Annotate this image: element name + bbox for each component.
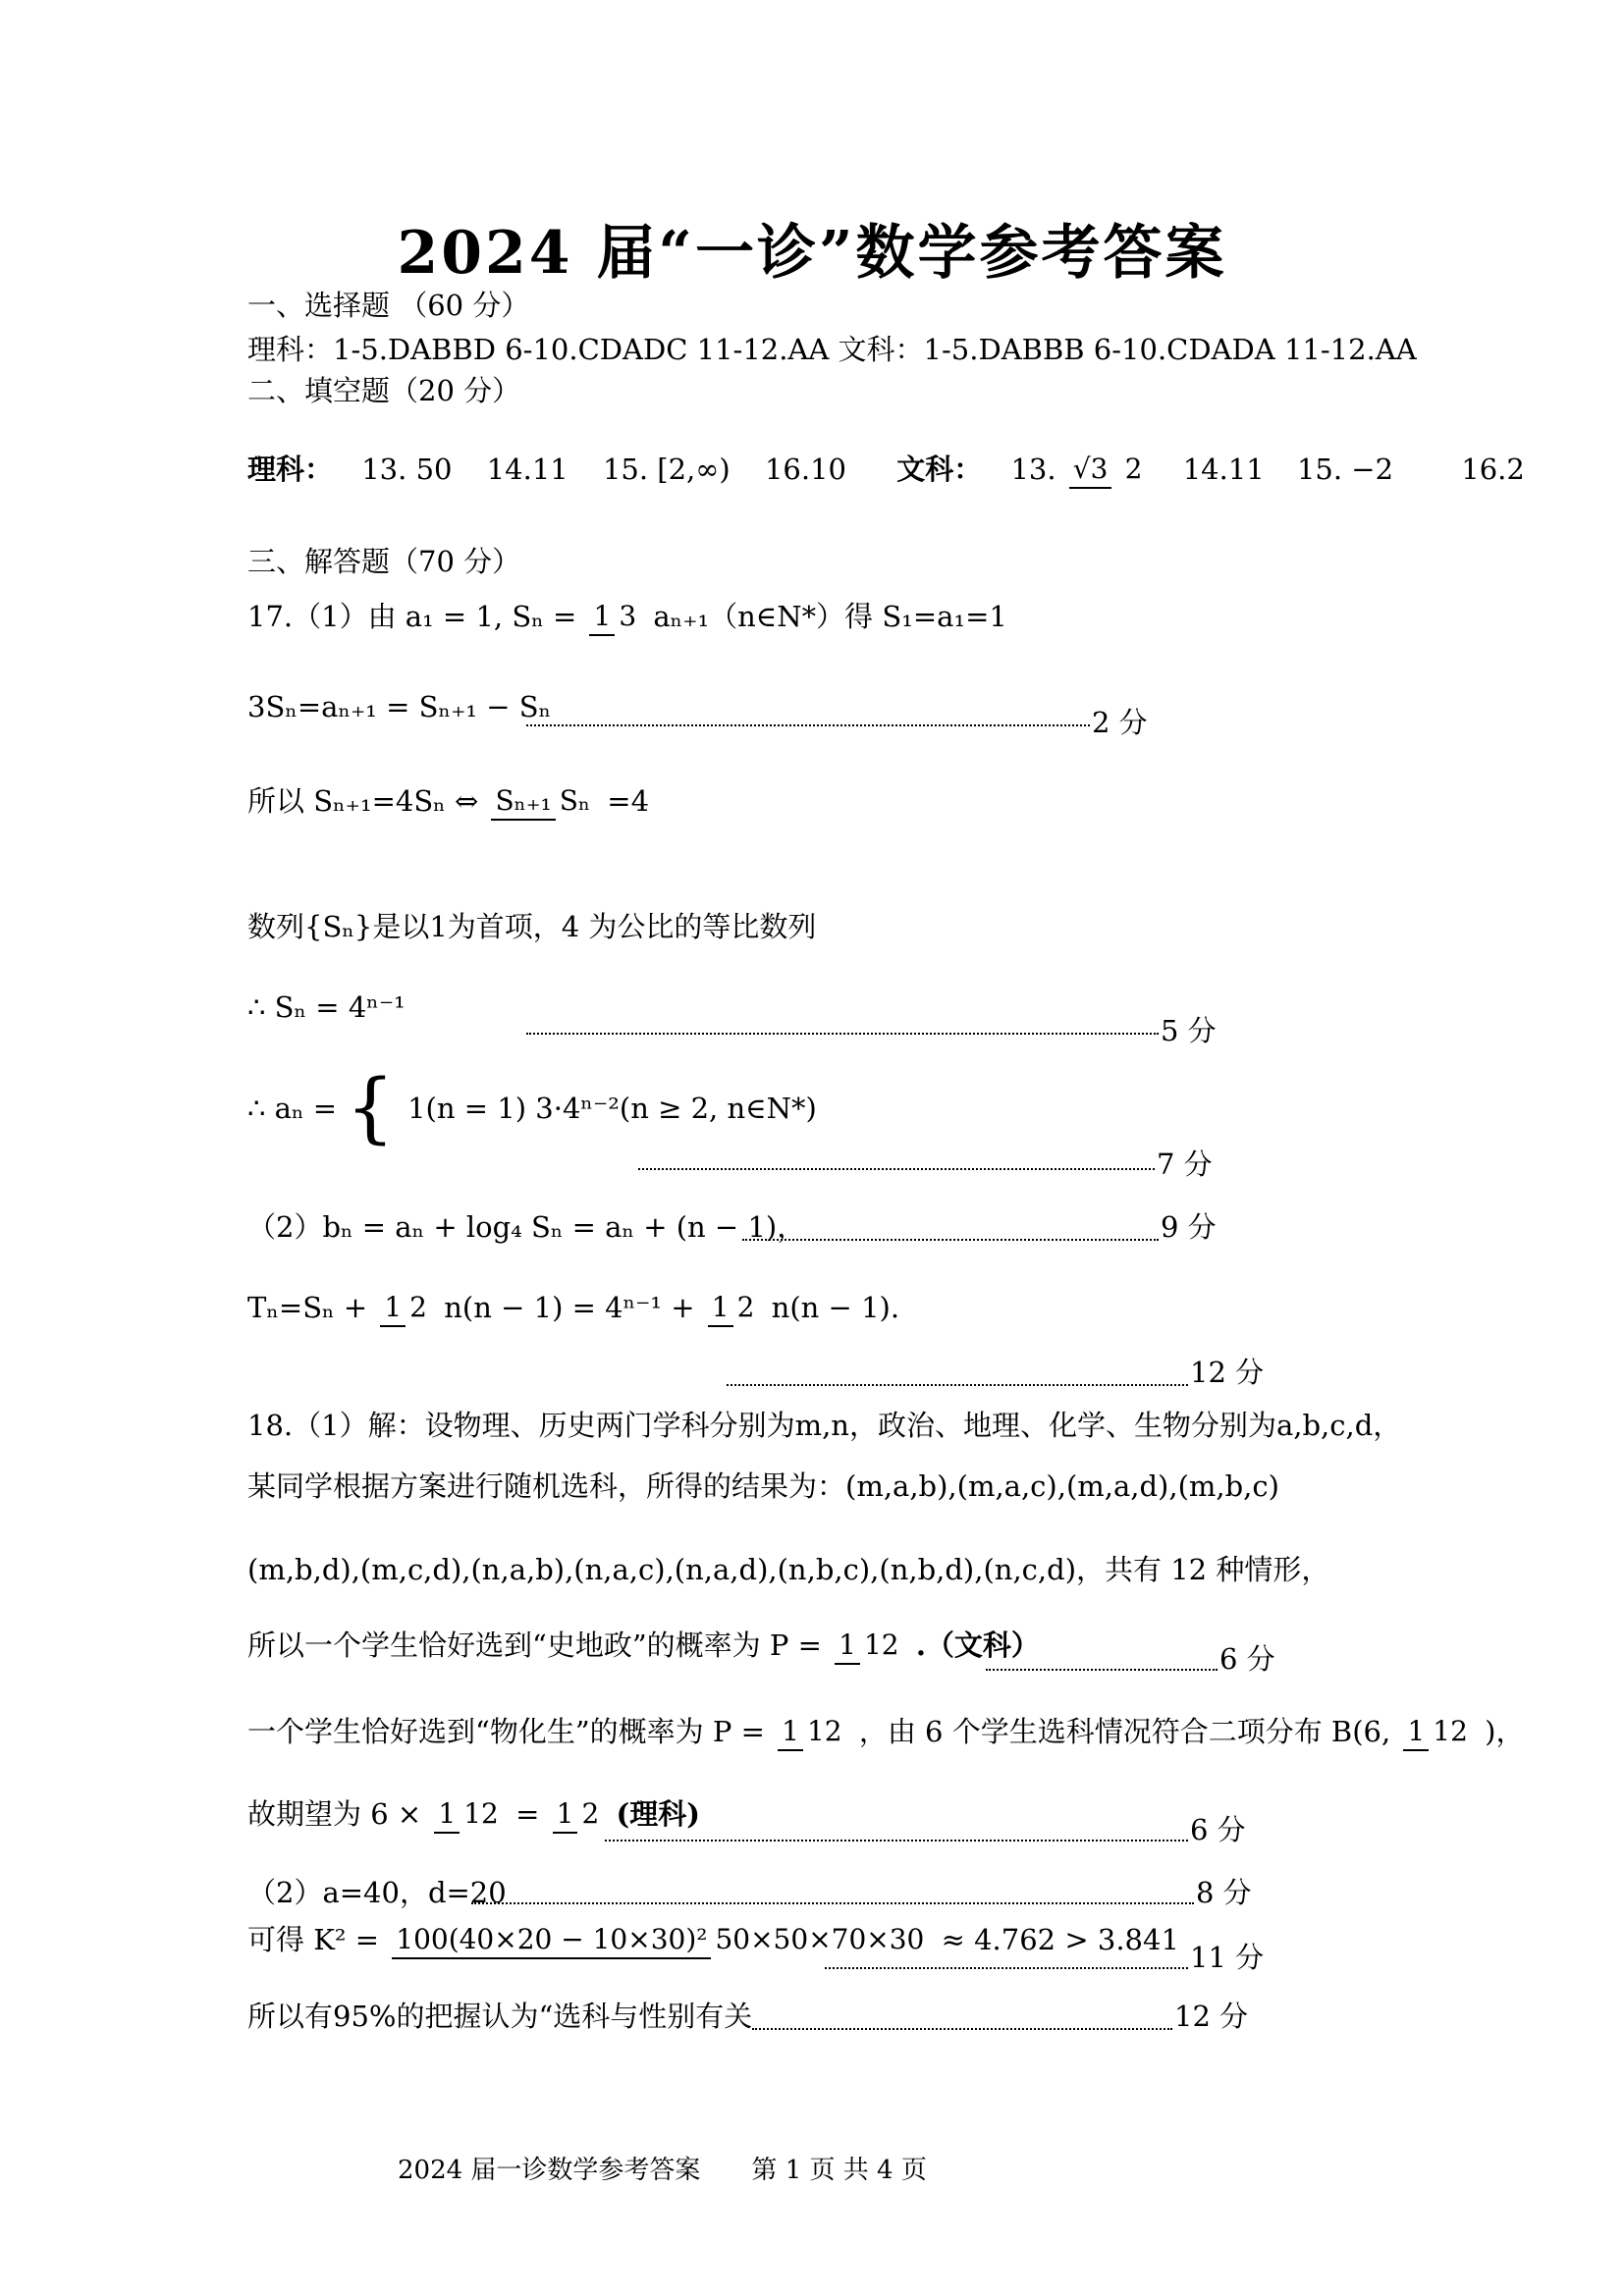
section-1-heading: 一、选择题 （60 分） xyxy=(247,289,530,322)
left-brace: { xyxy=(346,1064,395,1152)
leader-dots xyxy=(727,1384,1188,1386)
wen-label: 文科： xyxy=(896,452,983,486)
q18-line-9: 所以有95%的把握认为“选科与性别有关 xyxy=(247,2000,753,2033)
section-2-heading: 二、填空题（20 分） xyxy=(247,374,521,407)
q17-line-6: ∴ aₙ = { 1(n = 1) 3·4ⁿ⁻²(n ≥ 2, n∈N*) xyxy=(247,1064,817,1152)
leader-dots xyxy=(638,1168,1155,1170)
q17-line-7: （2）bₙ = aₙ + log₄ Sₙ = aₙ + (n − 1)， xyxy=(247,1210,806,1244)
score-8: 8 分 xyxy=(1196,1876,1252,1909)
q17-line-2: 3Sₙ=aₙ₊₁ = Sₙ₊₁ − Sₙ xyxy=(247,690,552,723)
leader-dots xyxy=(526,724,1090,726)
q18-line-2: 某同学根据方案进行随机选科，所得的结果为：(m,a,b),(m,a,c),(m,a,d),(m,b,c) xyxy=(247,1469,1279,1503)
score-12: 12 分 xyxy=(1174,2000,1249,2033)
score-12: 12 分 xyxy=(1190,1356,1265,1389)
wen-14: 14.11 xyxy=(1182,452,1265,486)
li-label: 理科： xyxy=(247,452,334,486)
leader-dots xyxy=(605,1840,1188,1842)
q18-line-5: 一个学生恰好选到“物化生”的概率为 P = 1 12 ，由 6 个学生选科情况符合二项分布 B(6, 1 12 )， xyxy=(247,1716,1524,1746)
li-13: 13. 50 xyxy=(361,452,453,486)
q18-line-3: (m,b,d),(m,c,d),(n,a,b),(n,a,c),(n,a,d),(n,b,c),(n,b,d),(n,c,d)，共有 12 种情形， xyxy=(247,1553,1330,1586)
fill-answers-row xyxy=(247,454,1525,484)
q17-line-5: ∴ Sₙ = 4ⁿ⁻¹ xyxy=(247,990,406,1024)
score-7: 7 分 xyxy=(1157,1148,1213,1181)
wen-13-fraction: √3 2 xyxy=(1069,454,1147,485)
score-11: 11 分 xyxy=(1190,1941,1265,1974)
q17-line-8: Tₙ=Sₙ + 1 2 n(n − 1) = 4ⁿ⁻¹ + 1 2 n(n − 1). xyxy=(247,1292,899,1322)
score-2: 2 分 xyxy=(1092,706,1148,739)
score-9: 9 分 xyxy=(1161,1210,1217,1244)
q18-line-1: 18.（1）解：设物理、历史两门学科分别为m,n，政治、地理、化学、生物分别为a,b,c,d， xyxy=(247,1409,1402,1442)
wen-15: 15. −2 xyxy=(1296,452,1394,486)
q18-line-6: 故期望为 6 × 1 12 = 1 2 (理科) xyxy=(247,1798,700,1829)
li-15: 15. [2,∞) xyxy=(602,452,731,486)
li-14: 14.11 xyxy=(486,452,568,486)
page-footer: 2024 届一诊数学参考答案 第 1 页 共 4 页 xyxy=(398,2156,927,2185)
q17-line-1: 17.（1）由 a₁ = 1, Sₙ = 1 3 aₙ₊₁（n∈N*）得 S₁=a₁=1 xyxy=(247,601,1007,631)
q17-line-4: 数列{Sₙ}是以1为首项，4 为公比的等比数列 xyxy=(247,910,817,943)
li-16: 16.10 xyxy=(764,452,846,486)
leader-dots xyxy=(752,2028,1172,2030)
wen-16: 16.2 xyxy=(1461,452,1525,486)
leader-dots xyxy=(825,1967,1188,1969)
section-3-heading: 三、解答题（70 分） xyxy=(247,545,521,578)
leader-dots xyxy=(986,1669,1218,1671)
leader-dots xyxy=(526,1033,1159,1035)
leader-dots xyxy=(742,1239,1159,1241)
q18-line-7: （2）a=40，d=20 xyxy=(247,1876,507,1909)
leader-dots xyxy=(471,1902,1194,1904)
score-6-li: 6 分 xyxy=(1190,1813,1246,1846)
q17-line-3: 所以 Sₙ₊₁=4Sₙ ⇔ Sₙ₊₁ Sₙ =4 xyxy=(247,785,649,816)
wen-13: 13. xyxy=(1010,452,1056,486)
page-title: 2024 届“一诊”数学参考答案 xyxy=(397,219,1227,288)
score-6-wen: 6 分 xyxy=(1219,1642,1275,1676)
score-5: 5 分 xyxy=(1161,1014,1217,1047)
choice-answers: 理科：1-5.DABBD 6-10.CDADC 11-12.AA 文科：1-5.DABBB 6-10.CDADA 11-12.AA xyxy=(247,333,1417,366)
q18-line-8: 可得 K² = 100(40×20 − 10×30)² 50×50×70×30 ≈ 4.762 > 3.841 xyxy=(247,1924,1179,1954)
q18-line-4: 所以一个学生恰好选到“史地政”的概率为 P = 1 12 .（文科） xyxy=(247,1629,1040,1660)
